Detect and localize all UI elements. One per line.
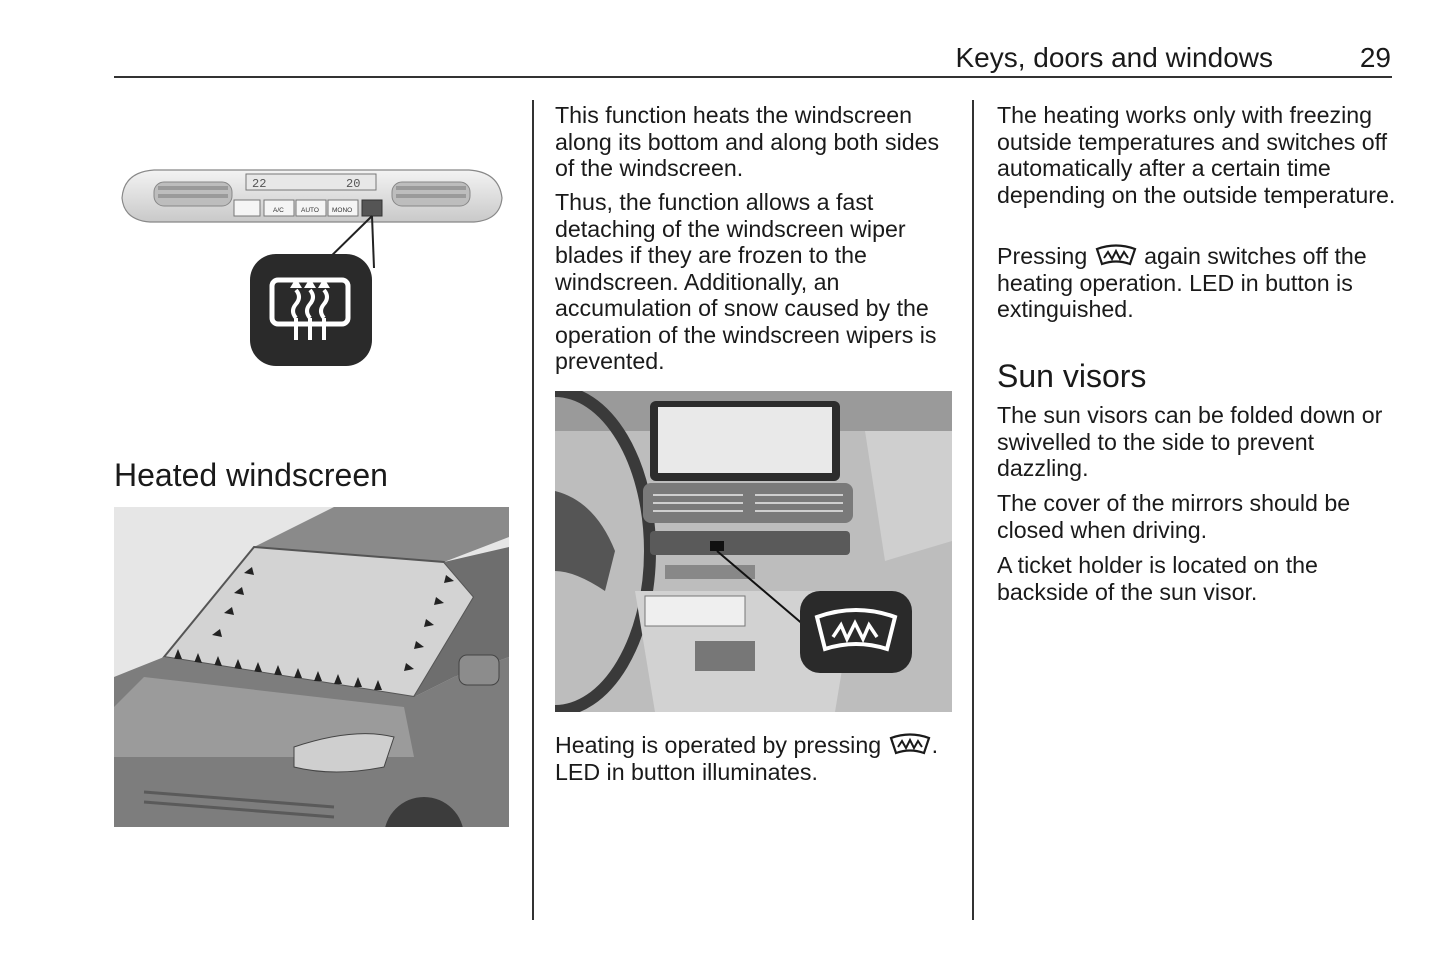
middle-paragraph-2: Thus, the function allows a fast detaching of the windscreen wiper blades if they are frozen to the windscreen. Additionally, an accumulation of snow caused by the operation of the windscreen wipers is prevented. <box>555 189 937 374</box>
panel-button-auto: AUTO <box>301 207 319 214</box>
middle-paragraph-3 <box>555 732 955 785</box>
column-divider-1 <box>532 100 534 920</box>
panel-button-ac: A/C <box>273 207 284 214</box>
middle-paragraph-3-start: Heating is operated by pressing <box>555 732 882 758</box>
right-paragraph-1: The heating works only with freezing outside temperatures and switches off automatically after a certain time depending on the outside temperature. <box>997 102 1396 208</box>
display-left-temp: 22 <box>252 177 267 191</box>
right-paragraph-2-start: Pressing <box>997 243 1088 269</box>
heated-windscreen-heading: Heated windscreen <box>114 457 388 493</box>
middle-paragraph-3-end: . <box>931 732 939 758</box>
panel-button-mono: MONO <box>332 207 353 214</box>
right-paragraph-5: A ticket holder is located on the backside of the sun visor. <box>997 552 1318 605</box>
section-title: Keys, doors and windows <box>955 42 1273 73</box>
control-panel-figure <box>114 150 509 380</box>
van-windscreen-figure <box>114 507 509 827</box>
middle-paragraph-1: This function heats the windscreen along its bottom and along both sides of the windscreen. <box>555 102 940 181</box>
right-paragraph-2-end: again switches off the heating operation. LED in button is extinguished. <box>997 243 1367 322</box>
right-paragraph-2 <box>997 243 1397 323</box>
right-paragraph-3: The sun visors can be folded down or swivelled to the side to prevent dazzling. <box>997 402 1383 481</box>
right-paragraph-4: The cover of the mirrors should be closed when driving. <box>997 490 1351 543</box>
sun-visors-heading: Sun visors <box>997 358 1147 394</box>
header-divider <box>114 76 1392 78</box>
windscreen-heating-icon <box>888 733 932 757</box>
column-divider-2 <box>972 100 974 920</box>
middle-paragraph-3-line2: LED in button illuminates. <box>555 758 818 785</box>
page-number: 29 <box>1359 42 1391 73</box>
display-right-temp: 20 <box>346 177 361 191</box>
windscreen-heating-icon <box>1094 244 1138 268</box>
dashboard-figure <box>555 391 952 712</box>
